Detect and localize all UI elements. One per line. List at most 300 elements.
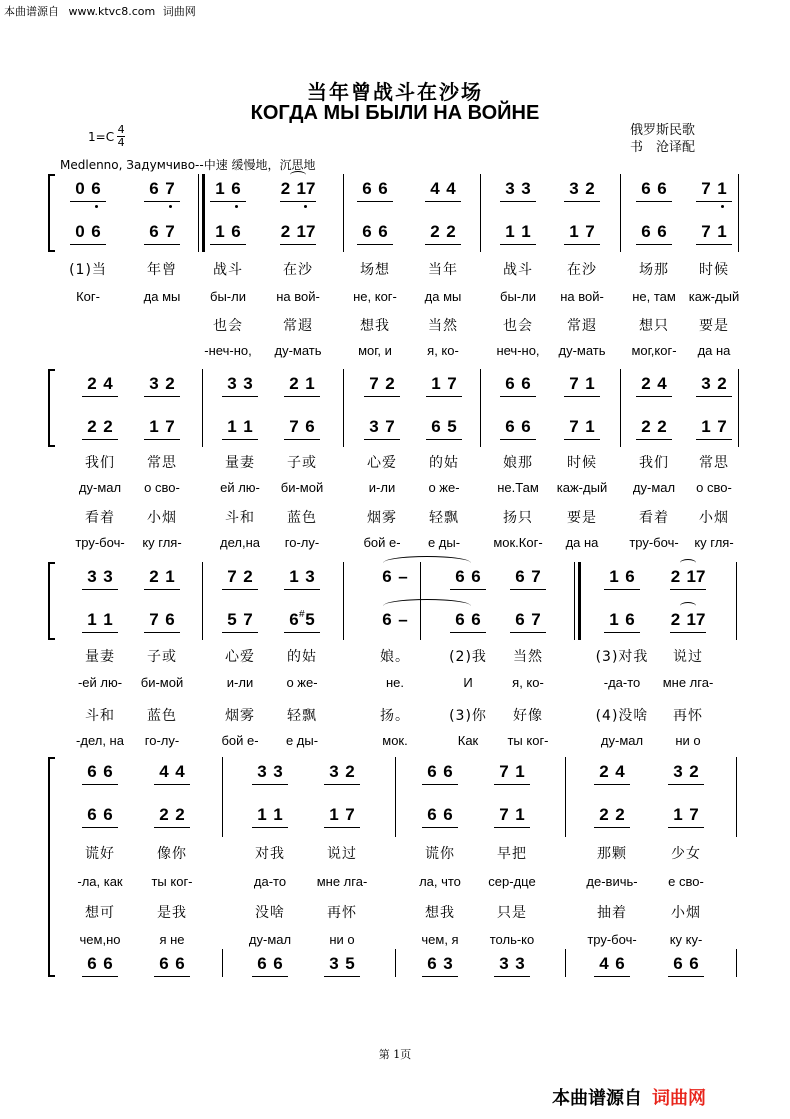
note: 7 — [531, 610, 541, 629]
note: 1 — [87, 610, 97, 629]
note: 2 — [243, 567, 253, 586]
lyric-syllable: толь-ко — [489, 932, 535, 947]
note-beat — [355, 223, 395, 241]
lyric-syllable: 当然 — [428, 318, 458, 334]
note-beat — [142, 418, 182, 436]
note-beat — [278, 223, 318, 241]
lyric-syllable: да на — [697, 343, 731, 358]
lyric-syllable: 时候 — [699, 262, 729, 278]
lyric-syllable: мне лга- — [662, 675, 714, 690]
lyric-syllable: чем, я — [421, 932, 459, 947]
lyric-syllable: бой е- — [221, 733, 259, 748]
note: 1 — [585, 417, 595, 436]
note-beat — [492, 763, 532, 781]
note: 1 — [431, 374, 441, 393]
lyric-syllable: 斗和 — [225, 510, 255, 526]
note-beat — [602, 611, 642, 629]
note: 6 — [443, 762, 453, 781]
lyric-syllable: 当然 — [513, 649, 543, 665]
note-beat — [420, 955, 460, 973]
lyric-syllable: и-ли — [226, 675, 254, 690]
note: 2 — [641, 374, 651, 393]
lyric-syllable: 只是 — [497, 905, 527, 921]
note: 5 — [345, 954, 355, 973]
lyric-syllable: 我们 — [639, 455, 669, 471]
note: 7 — [345, 805, 355, 824]
lyric-syllable: каж-дый — [556, 480, 608, 495]
lyric-syllable: би-мой — [280, 480, 324, 495]
lyric-syllable: мне лга- — [316, 874, 368, 889]
note: 7 — [165, 222, 175, 241]
note-beat — [562, 375, 602, 393]
lyric-syllable: -ей лю- — [77, 675, 123, 690]
lyric-row — [0, 733, 790, 753]
note-beat — [498, 180, 538, 198]
lyric-syllable: Ког- — [76, 289, 100, 304]
site-name: 本曲谱源自 — [4, 5, 59, 18]
lyric-syllable: дел,на — [220, 535, 260, 550]
note-row — [0, 418, 790, 440]
lyric-syllable: на вой- — [560, 289, 604, 304]
lyric-syllable: да мы — [143, 289, 181, 304]
lyric-syllable: ду-мать — [274, 343, 322, 358]
note: 1 — [701, 417, 711, 436]
lyric-syllable: 常遐 — [283, 318, 313, 334]
note-beat — [142, 611, 182, 629]
note: 3 — [499, 954, 509, 973]
note: 3 — [701, 374, 711, 393]
note-beat — [448, 568, 488, 586]
note-beat — [592, 955, 632, 973]
note: 6 — [505, 417, 515, 436]
site-watermark-bottom — [552, 1084, 706, 1110]
lyric-syllable: я, ко- — [427, 343, 459, 358]
note-beat — [80, 955, 120, 973]
lyric-syllable: 年曾 — [147, 262, 177, 278]
note-beat — [423, 223, 463, 241]
lyric-syllable: ку ку- — [669, 932, 703, 947]
note-beat — [278, 180, 318, 198]
note: 6 — [289, 610, 299, 629]
note-beat — [250, 955, 290, 973]
note: 7 — [165, 179, 175, 198]
lyric-syllable: 想只 — [639, 318, 669, 334]
note-beat — [152, 763, 192, 781]
note-beat — [424, 375, 464, 393]
lyric-syllable: 想我 — [425, 905, 455, 921]
lyric-syllable: 时候 — [567, 455, 597, 471]
note: 6 — [521, 417, 531, 436]
lyric-syllable: 早把 — [497, 846, 527, 862]
lyric-syllable: 烟雾 — [225, 708, 255, 724]
lyric-syllable: -да-то — [603, 675, 641, 690]
note-row — [0, 763, 790, 785]
note: 1 — [227, 417, 237, 436]
lyric-syllable: я, ко- — [512, 675, 544, 690]
note-beat — [592, 806, 632, 824]
note-beat — [666, 955, 706, 973]
note: 6 — [149, 222, 159, 241]
note: 3 — [443, 954, 453, 973]
note: 6 — [641, 179, 651, 198]
site-watermark-top — [4, 3, 196, 19]
lyric-row — [0, 705, 790, 725]
lyric-syllable: не, ког- — [353, 289, 397, 304]
note: 3 — [329, 762, 339, 781]
note-beat — [634, 180, 674, 198]
note: 1 — [717, 179, 727, 198]
note: 1 — [103, 610, 113, 629]
lyric-syllable: (1)当 — [69, 262, 107, 278]
note-beat — [666, 806, 706, 824]
note-beat — [562, 418, 602, 436]
lyric-syllable: 小烟 — [147, 510, 177, 526]
note-beat — [142, 375, 182, 393]
lyric-syllable: бой е- — [363, 535, 401, 550]
lyric-syllable: 说过 — [673, 649, 703, 665]
note-beat — [508, 568, 548, 586]
note: 3 — [369, 417, 379, 436]
lyric-syllable: тру-боч- — [75, 535, 125, 550]
lyric-syllable: 娘那 — [503, 455, 533, 471]
lyric-syllable: 子或 — [287, 455, 317, 471]
lyric-syllable: о же- — [286, 675, 318, 690]
note: 2 — [717, 374, 727, 393]
lyric-syllable: 看着 — [85, 510, 115, 526]
note-beat — [80, 806, 120, 824]
slur — [290, 171, 306, 179]
note-beat — [220, 611, 260, 629]
note: 1 — [329, 805, 339, 824]
lyric-syllable: 战斗 — [213, 262, 243, 278]
lyric-syllable: не, там — [632, 289, 676, 304]
note-beat — [694, 418, 734, 436]
note: 6 — [87, 954, 97, 973]
lyric-syllable: 常思 — [147, 455, 177, 471]
note: 6 — [103, 954, 113, 973]
lyric-syllable: бы-ли — [210, 289, 246, 304]
lyric-syllable: 常遐 — [567, 318, 597, 334]
note: 7 — [689, 805, 699, 824]
note: 2 — [149, 567, 159, 586]
note-beat — [282, 418, 322, 436]
note: 3 — [515, 954, 525, 973]
lyric-syllable: я не — [159, 932, 185, 947]
note-beat — [448, 611, 488, 629]
note: 3 — [149, 374, 159, 393]
lyric-syllable: 烟雾 — [367, 510, 397, 526]
note: 7 — [499, 805, 509, 824]
note: 7 — [717, 417, 727, 436]
lyric-syllable: сер-дце — [488, 874, 536, 889]
note: 1 — [585, 374, 595, 393]
lyric-syllable: би-мой — [140, 675, 184, 690]
note-beat — [694, 180, 734, 198]
note-beat — [375, 611, 415, 629]
note-beat — [282, 375, 322, 393]
time-signature — [117, 124, 125, 149]
note: 5 — [227, 610, 237, 629]
note: 6 — [471, 610, 481, 629]
lyric-syllable: не. — [385, 675, 405, 690]
note: 1 — [305, 374, 315, 393]
note: 2 — [385, 374, 395, 393]
note: 1 — [521, 222, 531, 241]
note: 6 — [641, 222, 651, 241]
note-beat — [492, 955, 532, 973]
note: 6 — [673, 954, 683, 973]
note: 6 — [165, 610, 175, 629]
note: 2 — [289, 374, 299, 393]
lyric-syllable: 轻飘 — [287, 708, 317, 724]
note-beat — [322, 806, 362, 824]
note: 2 — [599, 805, 609, 824]
tie-over-barline — [383, 556, 471, 570]
note-beat — [80, 418, 120, 436]
lyric-syllable: бы-ли — [500, 289, 536, 304]
note: 3 — [273, 762, 283, 781]
note: – — [398, 610, 408, 629]
note-beat — [362, 418, 402, 436]
lyric-syllable: (4)没啥 — [595, 708, 649, 724]
note: 17 — [686, 610, 706, 629]
lyric-syllable: 场想 — [360, 262, 390, 278]
note-row — [0, 568, 790, 590]
lyric-syllable: о же- — [428, 480, 460, 495]
note: 6 — [273, 954, 283, 973]
note: 2 — [103, 417, 113, 436]
lyric-syllable: ни о — [675, 733, 701, 748]
footer-site: 词曲网 — [652, 1088, 706, 1109]
lyric-syllable: 场那 — [639, 262, 669, 278]
note: 5 — [447, 417, 457, 436]
note: 3 — [521, 179, 531, 198]
lyric-syllable: -ла, как — [77, 874, 123, 889]
lyric-syllable: де-вичь- — [586, 874, 638, 889]
note: 6 — [427, 954, 437, 973]
note: 3 — [305, 567, 315, 586]
note: 1 — [505, 222, 515, 241]
lyric-syllable: 斗和 — [85, 708, 115, 724]
lyric-syllable: 小烟 — [699, 510, 729, 526]
note: 2 — [670, 567, 681, 586]
note: 6 — [515, 567, 525, 586]
note: 6 — [362, 179, 372, 198]
lyric-syllable: 那颗 — [597, 846, 627, 862]
site-url[interactable]: www.ktvc8.com — [68, 5, 156, 18]
note-row — [0, 223, 790, 245]
lyric-syllable: 要是 — [567, 510, 597, 526]
note: 7 — [531, 567, 541, 586]
lyric-syllable: 谎好 — [85, 846, 115, 862]
note: 1 — [673, 805, 683, 824]
note: 1 — [243, 417, 253, 436]
note-beat — [634, 223, 674, 241]
note: 1 — [215, 222, 225, 241]
note: 3 — [243, 374, 253, 393]
note-beat — [68, 223, 108, 241]
lyric-syllable: 娘。 — [380, 649, 410, 665]
note: 3 — [673, 762, 683, 781]
note: 6 — [521, 374, 531, 393]
lyric-syllable: 没啥 — [255, 905, 285, 921]
lyric-syllable: ку гля- — [694, 535, 734, 550]
lyric-syllable: 常思 — [699, 455, 729, 471]
lyric-syllable: 好像 — [513, 708, 543, 724]
note: 6 — [427, 762, 437, 781]
note: 4 — [446, 179, 456, 198]
lyric-syllable: е ды- — [285, 733, 319, 748]
note-beat — [362, 375, 402, 393]
note: 1 — [149, 417, 159, 436]
lyric-row — [0, 902, 790, 922]
lyric-syllable: 当年 — [428, 262, 458, 278]
note: 6 — [149, 179, 159, 198]
lyric-syllable: мог,ког- — [631, 343, 677, 358]
lyric-syllable: тру-боч- — [587, 932, 637, 947]
lyric-syllable: 对我 — [255, 846, 285, 862]
lyric-syllable: чем,но — [79, 932, 121, 947]
lyric-syllable: 少女 — [671, 846, 701, 862]
note-beat — [80, 763, 120, 781]
note: 1 — [273, 805, 283, 824]
note: 3 — [87, 567, 97, 586]
lyric-syllable: 蓝色 — [147, 708, 177, 724]
note: 7 — [701, 222, 711, 241]
note: 1 — [515, 762, 525, 781]
lyric-syllable: ку гля- — [142, 535, 182, 550]
lyric-syllable: 也会 — [213, 318, 243, 334]
note: 1 — [609, 567, 619, 586]
note-beat — [592, 763, 632, 781]
lyric-row — [0, 480, 790, 500]
note: 4 — [657, 374, 667, 393]
note: 6 — [103, 762, 113, 781]
note-beat — [80, 375, 120, 393]
note-beat — [602, 568, 642, 586]
note: 6 — [231, 222, 241, 241]
note-beat — [420, 763, 460, 781]
note-beat — [508, 611, 548, 629]
lyric-syllable: ду-мал — [632, 480, 676, 495]
note: 7 — [289, 417, 299, 436]
lyric-syllable: 量妻 — [225, 455, 255, 471]
note-beat — [423, 180, 463, 198]
note: 2 — [165, 374, 175, 393]
note-beat — [322, 763, 362, 781]
note: 3 — [505, 179, 515, 198]
lyric-row — [0, 646, 790, 666]
note: 6 — [103, 805, 113, 824]
note: 4 — [615, 762, 625, 781]
lyric-syllable: 战斗 — [503, 262, 533, 278]
lyric-syllable: ду-мал — [248, 932, 292, 947]
lyric-syllable: 再怀 — [673, 708, 703, 724]
note: 6 — [615, 954, 625, 973]
lyric-syllable: 扬。 — [380, 708, 410, 724]
note: 6 — [231, 179, 241, 198]
note: 2 — [585, 179, 595, 198]
lyric-syllable: 像你 — [157, 846, 187, 862]
lyric-row — [0, 343, 790, 363]
note-beat — [492, 806, 532, 824]
note: 7 — [165, 417, 175, 436]
lyric-syllable: 心爱 — [225, 649, 255, 665]
lyric-row — [0, 289, 790, 309]
lyric-row — [0, 675, 790, 695]
note: 2 — [87, 417, 97, 436]
lyric-syllable: 我们 — [85, 455, 115, 471]
note-beat — [220, 568, 260, 586]
note-beat — [498, 418, 538, 436]
note: 2 — [175, 805, 185, 824]
lyric-syllable: Как — [457, 733, 479, 748]
lyric-syllable: да на — [565, 535, 599, 550]
note: 3 — [103, 567, 113, 586]
note-beat — [322, 955, 362, 973]
note-beat — [498, 223, 538, 241]
tempo-marking: Medlenno, Задумчиво--中速 缓慢地，沉思地 — [60, 158, 316, 172]
note: 3 — [257, 762, 267, 781]
lyric-syllable: 说过 — [327, 846, 357, 862]
lyric-syllable: 的姑 — [287, 649, 317, 665]
note: 1 — [257, 805, 267, 824]
lyric-syllable: ла, что — [419, 874, 461, 889]
note: 6 — [515, 610, 525, 629]
note: 7 — [385, 417, 395, 436]
note: 7 — [369, 374, 379, 393]
note: 4 — [103, 374, 113, 393]
lyric-syllable: каж-дый — [688, 289, 740, 304]
note-beat — [668, 611, 708, 629]
lyric-row — [0, 843, 790, 863]
note-beat — [250, 806, 290, 824]
note: 6 — [443, 805, 453, 824]
lyric-syllable: неч-но, — [496, 343, 540, 358]
lyric-syllable: и-ли — [368, 480, 396, 495]
lyric-syllable: 是我 — [157, 905, 187, 921]
note: 2 — [345, 762, 355, 781]
note: 0 — [75, 179, 85, 198]
note-row — [0, 611, 790, 633]
note-beat — [355, 180, 395, 198]
lyric-syllable: е ды- — [427, 535, 461, 550]
note: 7 — [585, 222, 595, 241]
note-beat — [282, 568, 322, 586]
lyric-syllable: -дел, на — [76, 733, 124, 748]
note-beat — [80, 611, 120, 629]
note-beat — [282, 611, 322, 629]
note-beat — [634, 375, 674, 393]
note-beat — [220, 375, 260, 393]
lyric-syllable: тру-боч- — [629, 535, 679, 550]
lyric-syllable: не.Там — [497, 480, 539, 495]
note: 1 — [515, 805, 525, 824]
note-beat — [562, 223, 602, 241]
note: 2 — [689, 762, 699, 781]
lyric-syllable: ни о — [329, 932, 355, 947]
note: 3 — [569, 179, 579, 198]
meter-bottom: 4 — [117, 136, 125, 149]
note: 6 — [427, 805, 437, 824]
note: 2 — [641, 417, 651, 436]
note: 4 — [599, 954, 609, 973]
tie-over-barline — [383, 599, 471, 613]
lyric-syllable: 心爱 — [367, 455, 397, 471]
lyric-syllable: 子或 — [147, 649, 177, 665]
note-beat — [152, 955, 192, 973]
note: 4 — [159, 762, 169, 781]
